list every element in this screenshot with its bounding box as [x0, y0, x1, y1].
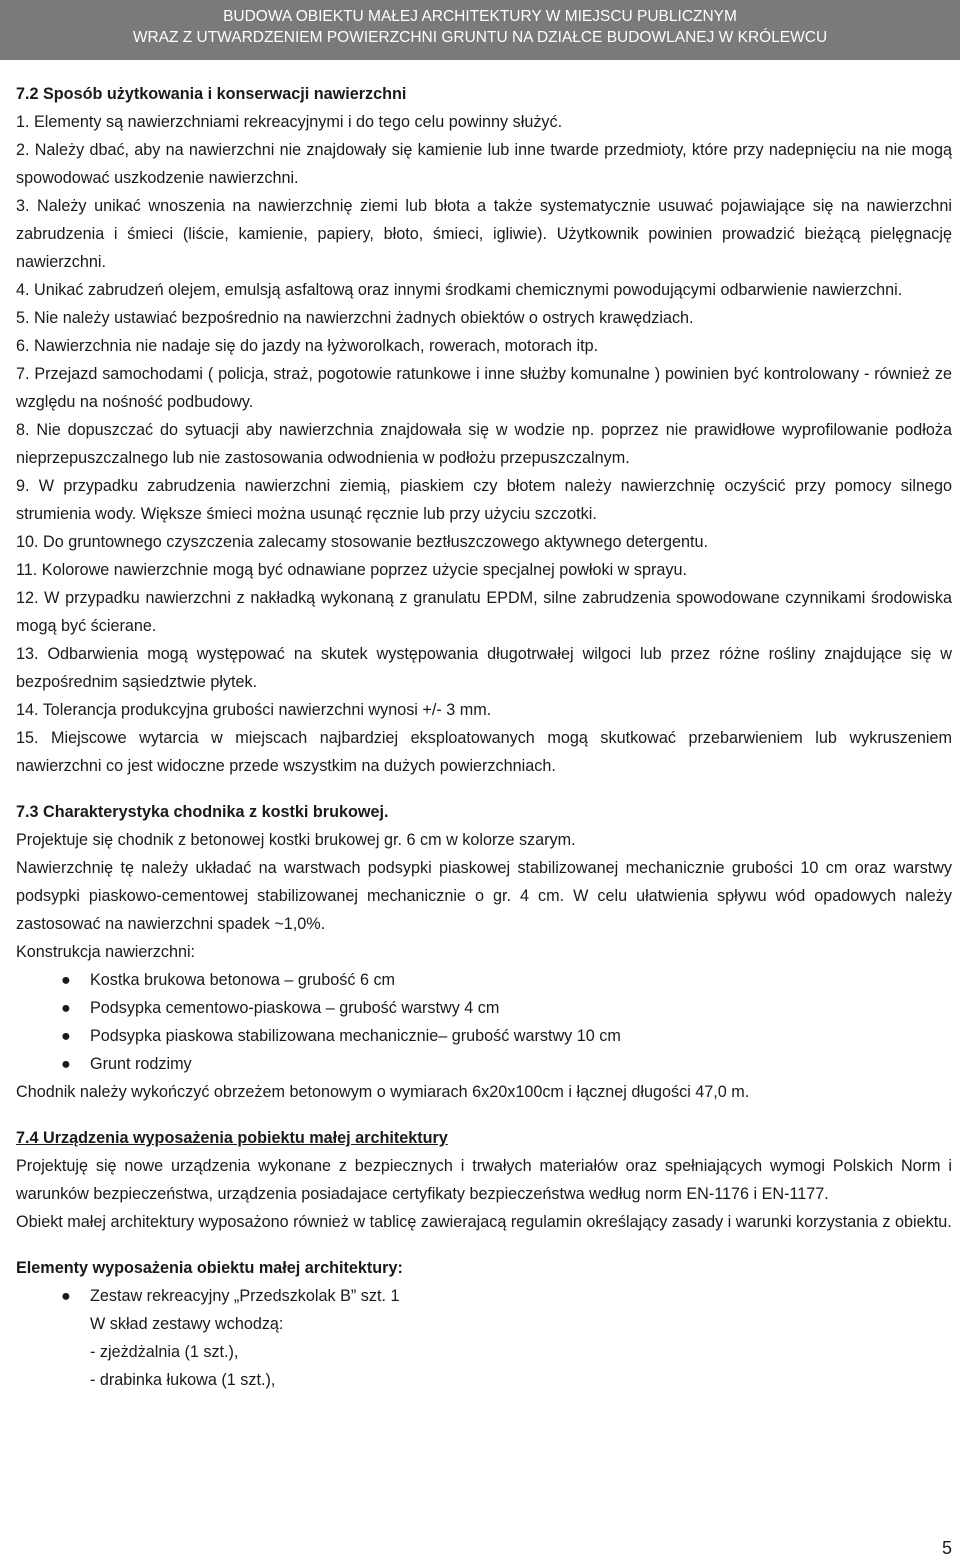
paragraph: Chodnik należy wykończyć obrzeżem betonowym o wymiarach 6x20x100cm i łącznej długości 47,0 m. — [16, 1083, 750, 1101]
spacer — [16, 780, 952, 798]
list-item: 7. Przejazd samochodami ( policja, straż, pogotowie ratunkowe i inne służby komunalne ) powinien być kontrolowany - również ze względu na nośność podbudowy. — [16, 365, 952, 411]
list-item: 10. Do gruntownego czyszczenia zalecamy stosowanie beztłuszczowego aktywnego detergentu. — [16, 533, 708, 551]
list-item: 12. W przypadku nawierzchni z nakładką wykonaną z granulatu EPDM, silne zabrudzenia spowodowane czynnikami środowiska mogą być ścierane. — [16, 589, 952, 635]
list-item: 5. Nie należy ustawiać bezpośrednio na nawierzchni żadnych obiektów o ostrych krawędziach. — [16, 309, 694, 327]
paragraph: Konstrukcja nawierzchni: — [16, 943, 196, 961]
document-body — [16, 80, 952, 1394]
list-item-label: Zestaw rekreacyjny „Przedszkolak B” szt. 1 — [90, 1287, 400, 1305]
header-line-2: WRAZ Z UTWARDZENIEM POWIERZCHNI GRUNTU NA DZIAŁCE BUDOWLANEJ W KRÓLEWCU — [132, 29, 828, 46]
list-item — [16, 1050, 952, 1078]
bullet-icon: ● — [61, 971, 71, 989]
bullet-icon: ● — [61, 1027, 71, 1045]
paragraph: Obiekt małej architektury wyposażono również w tablicę zawierajacą regulamin określający zasady i warunki korzystania z obiektu. — [16, 1213, 952, 1231]
list-item-label: Podsypka cementowo-piaskowa – grubość warstwy 4 cm — [90, 999, 500, 1017]
header-divider — [0, 60, 960, 62]
header-line-1: BUDOWA OBIEKTU MAŁEJ ARCHITEKTURY W MIEJSCU PUBLICZNYM — [223, 8, 737, 25]
list-item: 3. Należy unikać wnoszenia na nawierzchnię ziemi lub błota a także systematycznie usuwać pojawiające się na nawierzchni zabrudzenia i śmieci (liście, kamienie, papiery, błoto, śmieci, igliwie). Użytkownik powinien prowadzić bieżącą pielęgnację nawierzchni. — [16, 197, 952, 271]
list-item: 4. Unikać zabrudzeń olejem, emulsją asfaltową oraz innymi środkami chemicznymi powodującymi odbarwienie nawierzchni. — [16, 281, 903, 299]
list-item: 6. Nawierzchnia nie nadaje się do jazdy na łyżworolkach, rowerach, motorach itp. — [16, 337, 599, 355]
list-item: 13. Odbarwienia mogą występować na skutek występowania długotrwałej wilgoci lub przez różne rośliny znajdujące się w bezpośrednim sąsiedztwie płytek. — [16, 645, 952, 691]
bullet-icon: ● — [61, 999, 71, 1017]
list-item: 15. Miejscowe wytarcia w miejscach najbardziej eksploatowanych mogą skutkować przebarwieniem lub wykruszeniem nawierzchni co jest widoczne przede wszystkim na dużych powierzchniach. — [16, 729, 952, 775]
elements-list — [16, 1282, 952, 1310]
elements-title: Elementy wyposażenia obiektu małej architektury: — [16, 1259, 403, 1277]
page-header — [0, 0, 960, 60]
list-item-label: Kostka brukowa betonowa – grubość 6 cm — [90, 971, 396, 989]
paragraph: Nawierzchnię tę należy układać na warstwach podsypki piaskowej stabilizowanej mechanicznie grubości 10 cm oraz warstwy podsypki piaskowo-cementowej stabilizowanej mechanicznie o gr. 4 cm. W celu ułatwienia spływu wód opadowych należy zastosować na nawierzchni spadek ~1,0%. — [16, 859, 952, 933]
list-item-label: Podsypka piaskowa stabilizowana mechanicznie– grubość warstwy 10 cm — [90, 1027, 621, 1045]
sub-item: - zjeżdżalnia (1 szt.), — [90, 1343, 239, 1361]
sub-item: - drabinka łukowa (1 szt.), — [90, 1371, 276, 1389]
list-item-label: Grunt rodzimy — [90, 1055, 192, 1073]
section-7-2-title: 7.2 Sposób użytkowania i konserwacji nawierzchni — [16, 85, 407, 103]
spacer — [16, 1236, 952, 1254]
spacer — [16, 1106, 952, 1124]
sub-item: W skład zestawy wchodzą: — [90, 1315, 284, 1333]
bullet-icon: ● — [61, 1287, 71, 1305]
paragraph: Projektuje się chodnik z betonowej kostki brukowej gr. 6 cm w kolorze szarym. — [16, 831, 576, 849]
bullet-icon: ● — [61, 1055, 71, 1073]
list-item: 14. Tolerancja produkcyjna grubości nawierzchni wynosi +/- 3 mm. — [16, 701, 492, 719]
list-item — [16, 1282, 952, 1310]
list-item — [16, 966, 952, 994]
section-7-4-title — [16, 1124, 952, 1152]
list-item: 8. Nie dopuszczać do sytuacji aby nawierzchnia znajdowała się w wodzie np. poprzez nie prawidłowe wyprofilowanie podłoża nieprzepuszczalnego lub nie zastosowania odwodnienia w podłożu przepuszczalnym. — [16, 421, 952, 467]
list-item: 11. Kolorowe nawierzchnie mogą być odnawiane poprzez użycie specjalnej powłoki w sprayu. — [16, 561, 687, 579]
construction-list — [16, 966, 952, 1078]
list-item — [16, 994, 952, 1022]
page-number: 5 — [941, 1538, 952, 1558]
list-item: 1. Elementy są nawierzchniami rekreacyjnymi i do tego celu powinny służyć. — [16, 113, 563, 131]
section-7-3-title: 7.3 Charakterystyka chodnika z kostki brukowej. — [16, 803, 389, 821]
list-item: 2. Należy dbać, aby na nawierzchni nie znajdowały się kamienie lub inne twarde przedmioty, które przy nadepnięciu na nie mogą spowodować uszkodzenie nawierzchni. — [16, 141, 952, 187]
list-item: 9. W przypadku zabrudzenia nawierzchni ziemią, piaskiem czy błotem należy nawierzchnię oczyścić przy pomocy silnego strumienia wody. Większe śmieci można usunąć ręcznie lub przy użyciu szczotki. — [16, 477, 952, 523]
paragraph: Projektuję się nowe urządzenia wykonane z bezpiecznych i trwałych materiałów oraz spełniających wymogi Polskich Norm i warunków bezpieczeństwa, urządzenia posiadajace certyfikaty bezpieczeństwa według norm EN-1176 i EN-1177. — [16, 1157, 952, 1203]
section-7-4-title-text: 7.4 Urządzenia wyposażenia pobiektu małej architektury — [16, 1129, 448, 1147]
list-item — [16, 1022, 952, 1050]
